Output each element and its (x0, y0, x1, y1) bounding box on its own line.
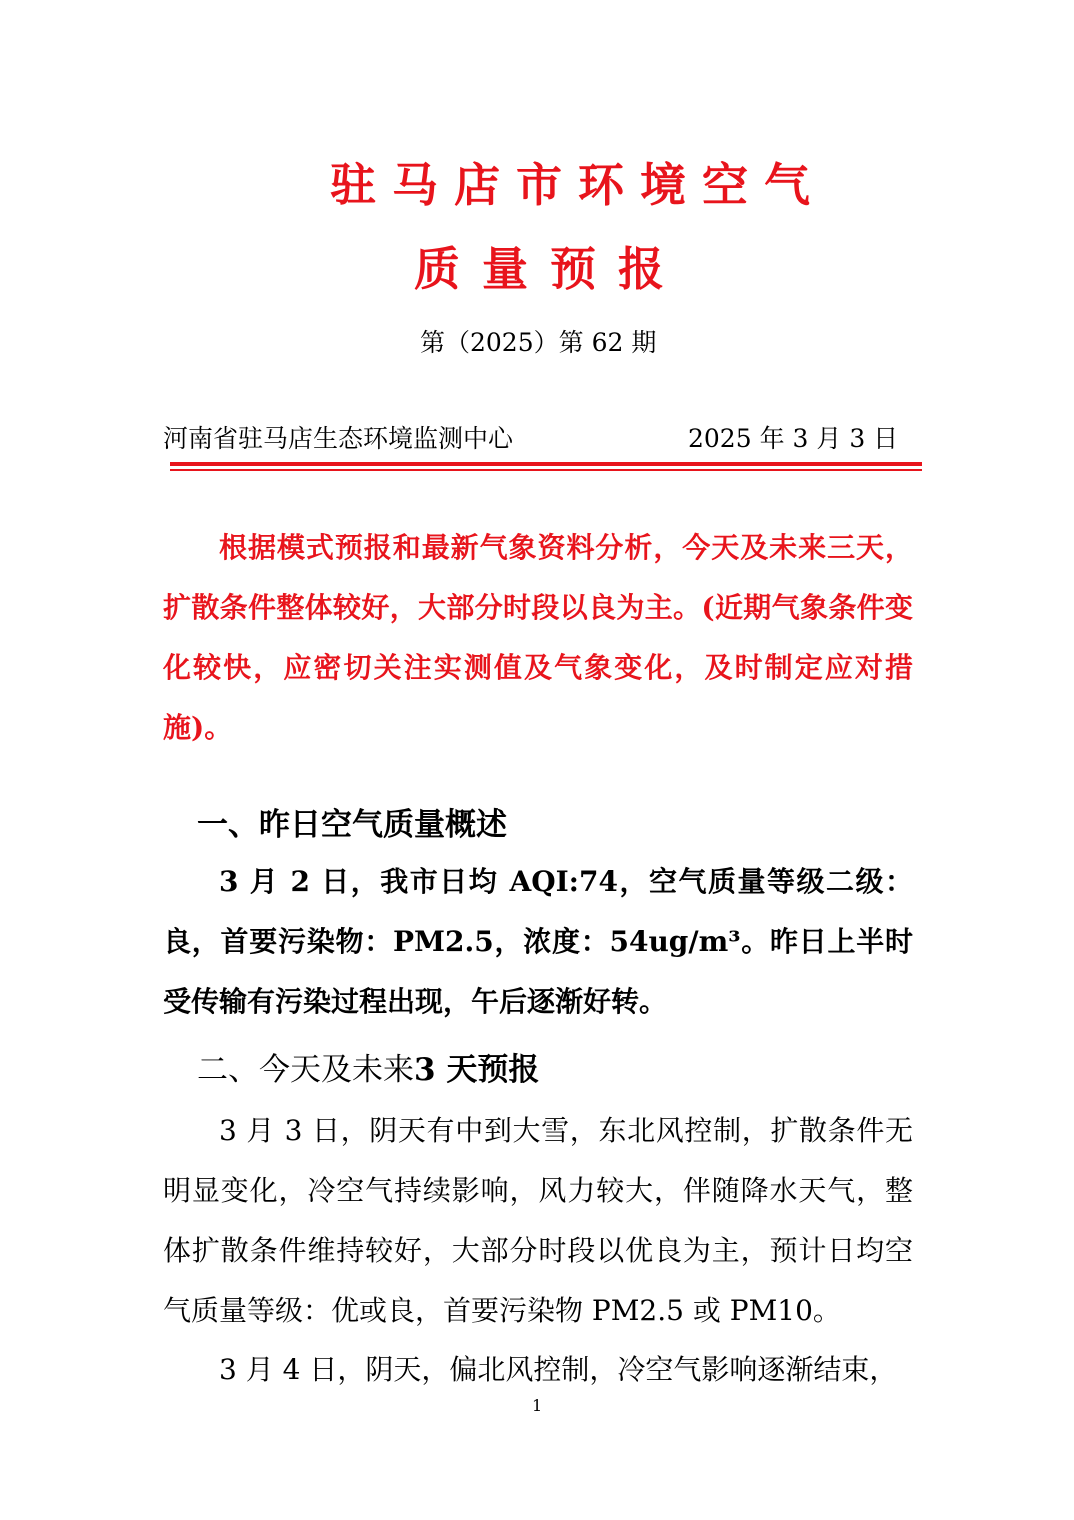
forecast-summary: 根据模式预报和最新气象资料分析，今天及未来三天，扩散条件整体较好，大部分时段以良为主。(近期气象条件变化较快，应密切关注实测值及气象变化，及时制定应对措施)。 (163, 531, 913, 744)
issue-date: 2025 年 3 月 3 日 (688, 424, 899, 453)
issuer-organization: 河南省驻马店生态环境监测中心 (163, 424, 514, 453)
section-heading-forecast (197, 1052, 540, 1088)
section-heading-yesterday: 一、昨日空气质量概述 (197, 807, 507, 843)
forecast-day-paragraph: 3 月 4 日，阴天，偏北风控制，冷空气影响逐渐结束， (219, 1353, 898, 1386)
document-title-line-1: 驻马店市环境空气 (330, 158, 826, 212)
issue-number: 第（2025）第 62 期 (420, 328, 657, 357)
section-heading-forecast-prefix: 二、今天及未来 (197, 1052, 414, 1088)
forecast-day-paragraph: 3 月 3 日，阴天有中到大雪，东北风控制，扩散条件无明显变化，冷空气持续影响，风力较大，伴随降水天气，整体扩散条件维持较好，大部分时段以优良为主，预计日均空气质量等级：优或良，首要污染物 PM2.5 或 PM10。 (163, 1114, 913, 1327)
document-title-line-2: 质量预报 (414, 242, 686, 296)
yesterday-summary-paragraph: 3 月 2 日，我市日均 AQI:74，空气质量等级二级：良，首要污染物：PM2.5，浓度：54ug/m³。昨日上半时受传输有污染过程出现，午后逐渐好转。 (163, 865, 913, 1018)
header-rule-thick (170, 462, 922, 466)
page-number: 1 (532, 1396, 543, 1415)
header-rule-thin (170, 469, 922, 471)
section-heading-forecast-bold: 3 天预报 (414, 1052, 540, 1088)
